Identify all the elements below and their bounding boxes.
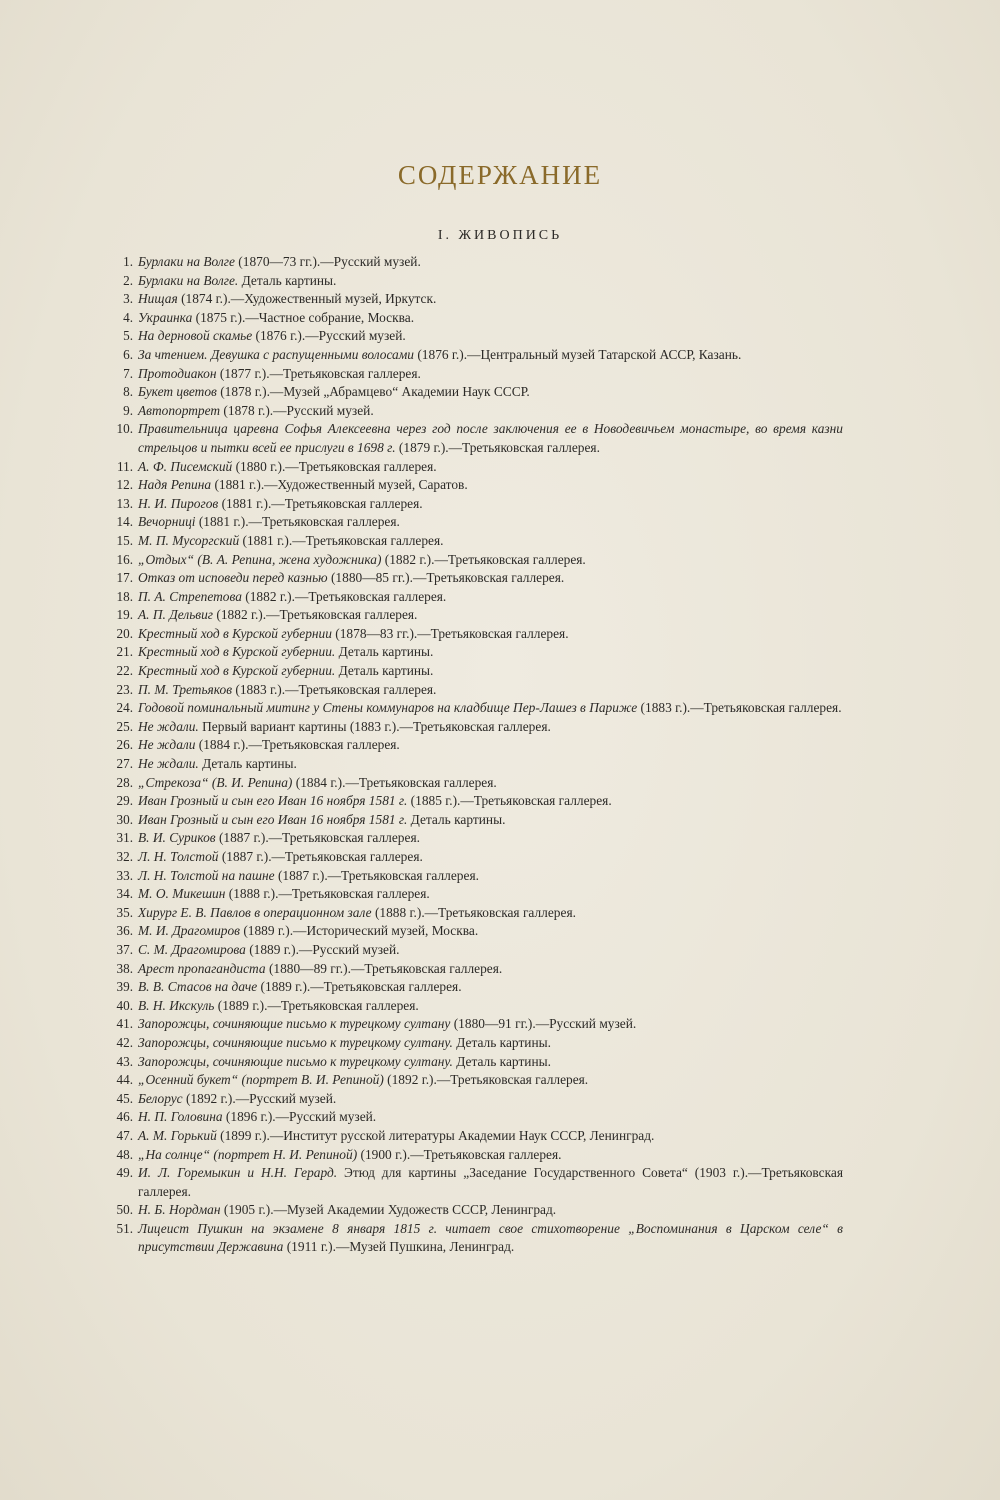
page-title: СОДЕРЖАНИЕ [397, 160, 603, 190]
entry-number: 48. [116, 1146, 133, 1162]
list-item [103, 941, 843, 960]
entry-number: 33. [116, 867, 133, 883]
entry-number: 12. [116, 477, 133, 493]
entry-title: В. Н. Икскуль [138, 997, 215, 1013]
entry-title: А. П. Дельвиг [138, 607, 214, 623]
entry-number: 44. [116, 1072, 133, 1088]
list-item [103, 309, 843, 328]
entry-details: (1887 г.).—Третьяковская галлерея. [274, 867, 479, 883]
entry-number: 47. [116, 1127, 133, 1143]
entry-text [138, 960, 843, 979]
entry-number: 32. [116, 849, 133, 864]
entry-title: На дерновой скамье [138, 328, 253, 344]
entry-number: 38. [116, 960, 133, 976]
entry-number: 16. [116, 551, 133, 567]
list-item [103, 1164, 843, 1201]
entry-title: Иван Грозный и сын его Иван 16 ноября 1581 г. [138, 811, 408, 827]
entry-number: 36. [116, 923, 133, 939]
entry-number: 35. [116, 904, 133, 920]
entry-number: 6. [123, 346, 133, 362]
entry-title: Запорожцы, сочиняющие письмо к турецкому султану [138, 1016, 451, 1032]
list-item [103, 588, 843, 607]
entry-details: (1881 г.).—Художественный музей, Саратов. [211, 477, 468, 493]
list-item [103, 1146, 843, 1165]
entry-title: Бурлаки на Волге [138, 254, 235, 269]
entry-details: (1896 г.).—Русский музей. [222, 1109, 377, 1125]
entry-details: (1870—73 гг.).—Русский музей. [234, 254, 421, 269]
entry-details: (1876 г.).—Центральный музей Татарской АССР, Казань. [414, 346, 742, 362]
entry-text [138, 420, 843, 457]
entry-number: 30. [116, 811, 133, 827]
entry-details: (1878 г.).—Русский музей. [220, 402, 374, 418]
entry-details: (1875 г.).—Частное собрание, Москва. [192, 309, 415, 325]
entry-text [138, 1220, 843, 1257]
entry-number: 10. [116, 421, 133, 437]
list-item [103, 904, 843, 923]
entry-details: (1889 г.).—Русский музей. [245, 941, 400, 957]
entry-number: 27. [116, 756, 133, 772]
entry-details: Деталь картины. [335, 644, 434, 660]
entry-details: (1880 г.).—Третьяковская галлерея. [232, 458, 437, 474]
entry-text [138, 904, 843, 923]
entry-number: 49. [116, 1165, 133, 1181]
entry-number: 1. [123, 254, 133, 269]
entry-text [138, 829, 843, 848]
entry-number: 9. [123, 402, 133, 418]
list-item [103, 829, 843, 848]
entry-title: Лицеист Пушкин на экзамене 8 января 1815 г. читает свое стихотворение „Воспоминания в Царском селе“ в присутствии Державина [138, 1220, 843, 1255]
entry-text [138, 588, 843, 607]
entry-title: Л. Н. Толстой [138, 849, 219, 864]
entry-text [138, 1127, 843, 1146]
entry-text [138, 736, 843, 755]
entry-text [138, 978, 843, 997]
entry-title: В. В. Стасов на даче [138, 979, 258, 995]
entry-title: Запорожцы, сочиняющие письмо к турецкому султану. [138, 1053, 453, 1069]
list-item [103, 476, 843, 495]
list-item [103, 1034, 843, 1053]
entry-details: Деталь картины. [335, 663, 434, 679]
entry-title: В. И. Суриков [138, 830, 216, 846]
entry-text [138, 513, 843, 532]
entry-title: Не ждали [138, 737, 196, 753]
list-item [103, 327, 843, 346]
entry-details: (1883 г.).—Третьяковская галлерея. [637, 700, 842, 716]
entry-title: Правительница царевна Софья Алексеевна через год после заключения ее в Новодевичьем монастыре, во время казни стрельцов и пытки всей ее прислуги в 1698 г. [138, 421, 843, 455]
list-item [103, 885, 843, 904]
list-item [103, 848, 843, 867]
entry-details: (1900 г.).—Третьяковская галлерея. [357, 1146, 562, 1162]
entry-text [138, 941, 843, 960]
entry-text [138, 681, 843, 700]
entry-details: (1877 г.).—Третьяковская галлерея. [216, 365, 421, 381]
list-item [103, 420, 843, 457]
entry-title: Н. П. Головина [138, 1109, 223, 1125]
entry-number: 51. [116, 1220, 133, 1236]
entry-number: 21. [116, 644, 133, 660]
entry-number: 34. [116, 886, 133, 902]
entry-text [138, 383, 843, 402]
entry-number: 20. [116, 625, 133, 641]
entry-title: С. М. Драгомирова [138, 941, 246, 957]
list-item [103, 346, 843, 365]
entry-text [138, 662, 843, 681]
list-item [103, 513, 843, 532]
entry-details: Деталь картины. [407, 811, 506, 827]
list-item [103, 272, 843, 291]
entry-text [138, 458, 843, 477]
list-item [103, 1127, 843, 1146]
entry-title: Нищая [138, 291, 178, 307]
list-item [103, 662, 843, 681]
entry-details: (1892 г.).—Русский музей. [182, 1090, 337, 1106]
list-item [103, 960, 843, 979]
entry-number: 50. [116, 1202, 133, 1218]
entry-text [138, 997, 843, 1016]
entry-text [138, 1034, 843, 1053]
entry-text [138, 532, 843, 551]
entry-title: Крестный ход в Курской губернии. [138, 644, 336, 660]
entry-details: (1889 г.).—Третьяковская галлерея. [257, 979, 462, 995]
entry-details: (1882 г.).—Третьяковская галлерея. [213, 607, 418, 623]
list-item [103, 532, 843, 551]
entry-details: (1880—85 гг.).—Третьяковская галлерея. [327, 570, 565, 586]
entry-details: (1882 г.).—Третьяковская галлерея. [381, 551, 586, 567]
entry-text [138, 867, 843, 886]
entry-number: 23. [116, 681, 133, 697]
entry-text [138, 1053, 843, 1072]
entry-title: А. М. Горький [138, 1127, 217, 1143]
entry-title: И. Л. Горемыкин и Н.Н. Герард. [138, 1165, 338, 1181]
list-item [103, 253, 843, 272]
entry-text [138, 643, 843, 662]
entry-number: 45. [116, 1090, 133, 1106]
list-item [103, 681, 843, 700]
entry-text [138, 811, 843, 830]
entry-title: Н. И. Пирогов [138, 495, 219, 511]
entry-number: 31. [116, 830, 133, 846]
entry-text [138, 1201, 843, 1220]
entry-title: П. А. Стрепетова [138, 588, 242, 604]
entry-title: „Стрекоза“ (В. И. Репина) [138, 774, 293, 790]
list-item [103, 922, 843, 941]
list-item [103, 1108, 843, 1127]
entry-number: 25. [116, 718, 133, 734]
entry-number: 39. [116, 979, 133, 995]
list-item [103, 383, 843, 402]
entry-text [138, 792, 843, 811]
entry-text [138, 327, 843, 346]
list-item [103, 1015, 843, 1034]
entry-text [138, 1164, 843, 1201]
entry-details: (1889 г.).—Исторический музей, Москва. [239, 923, 479, 939]
entry-title: Вечорниці [138, 514, 196, 530]
entry-details: (1888 г.).—Третьяковская галлерея. [225, 886, 430, 902]
entry-number: 4. [123, 309, 133, 325]
entry-title: Белорус [138, 1090, 183, 1106]
entry-number: 29. [116, 793, 133, 809]
entry-number: 18. [116, 588, 133, 604]
entry-details: (1911 г.).—Музей Пушкина, Ленинград. [283, 1239, 515, 1255]
entry-details: (1889 г.).—Третьяковская галлерея. [214, 997, 419, 1013]
entry-details: (1888 г.).—Третьяковская галлерея. [371, 904, 576, 920]
entry-text [138, 272, 843, 291]
list-item [103, 1220, 843, 1257]
list-item [103, 1053, 843, 1072]
entry-title: Отказ от исповеди перед казнью [138, 570, 328, 586]
entry-number: 42. [116, 1034, 133, 1050]
entry-details: Первый вариант картины (1883 г.).—Третьяковская галлерея. [198, 718, 551, 734]
entry-details: (1882 г.).—Третьяковская галлерея. [241, 588, 447, 604]
entry-details: Деталь картины. [452, 1034, 551, 1050]
list-item [103, 1090, 843, 1109]
entry-details: (1885 г.).—Третьяковская галлерея. [407, 793, 612, 809]
entry-title: Автопортрет [138, 402, 221, 418]
entry-details: (1884 г.).—Третьяковская галлерея. [292, 774, 497, 790]
list-item [103, 755, 843, 774]
entry-text [138, 1071, 843, 1090]
entry-title: Протодиакон [138, 365, 217, 381]
entry-text [138, 365, 843, 384]
entry-details: (1887 г.).—Третьяковская галлерея. [218, 849, 423, 864]
entry-title: М. И. Драгомиров [138, 923, 240, 939]
entry-title: Крестный ход в Курской губернии [138, 625, 332, 641]
entry-title: М. П. Мусоргский [138, 532, 240, 548]
entry-details: Этюд для картины „Заседание Государственного Совета“ (1903 г.).—Третьяковская галлерея. [138, 1165, 843, 1199]
entry-text [138, 848, 843, 867]
entry-title: Крестный ход в Курской губернии. [138, 663, 336, 679]
entry-number: 19. [116, 607, 133, 623]
list-item [103, 718, 843, 737]
entry-title: Надя Репина [138, 477, 212, 493]
entry-details: (1879 г.).—Третьяковская галлерея. [395, 439, 600, 455]
entry-title: Хирург Е. В. Павлов в операционном зале [138, 904, 372, 920]
entry-text [138, 346, 843, 365]
list-item [103, 402, 843, 421]
entry-details: (1892 г.).—Третьяковская галлерея. [383, 1072, 589, 1088]
entry-text [138, 606, 843, 625]
list-item [103, 997, 843, 1016]
list-item [103, 290, 843, 309]
entry-number: 22. [116, 663, 133, 679]
entry-details: (1881 г.).—Третьяковская галлерея. [239, 532, 444, 548]
entry-text [138, 1090, 843, 1109]
entry-details: (1880—89 гг.).—Третьяковская галлерея. [265, 960, 503, 976]
list-item [103, 811, 843, 830]
entry-details: (1878—83 гг.).—Третьяковская галлерея. [331, 625, 569, 641]
entry-details: (1881 г.).—Третьяковская галлерея. [195, 514, 400, 530]
entry-text [138, 1015, 843, 1034]
entry-title: А. Ф. Писемский [138, 458, 233, 474]
entry-title: Бурлаки на Волге. [138, 272, 239, 288]
entry-title: Годовой поминальный митинг у Стены коммунаров на кладбище Пер-Лашез в Париже [138, 700, 638, 716]
entry-details: (1899 г.).—Институт русской литературы Академии Наук СССР, Ленинград. [216, 1127, 655, 1143]
entry-text [138, 774, 843, 793]
entry-text [138, 625, 843, 644]
entry-details: (1883 г.).—Третьяковская галлерея. [232, 681, 437, 697]
entry-title: Н. Б. Нордман [138, 1202, 221, 1218]
entry-number: 13. [116, 495, 133, 511]
entry-number: 40. [116, 997, 133, 1013]
list-item [103, 365, 843, 384]
entry-details: (1881 г.).—Третьяковская галлерея. [218, 495, 423, 511]
entry-text [138, 885, 843, 904]
contents-list [103, 253, 843, 1257]
list-item [103, 606, 843, 625]
entry-number: 26. [116, 737, 133, 753]
entry-details: (1874 г.).—Художественный музей, Иркутск. [177, 291, 437, 307]
entry-details: (1880—91 гг.).—Русский музей. [450, 1016, 637, 1032]
list-item [103, 792, 843, 811]
entry-title: Иван Грозный и сын его Иван 16 ноября 1581 г. [138, 793, 408, 809]
list-item [103, 736, 843, 755]
entry-text [138, 755, 843, 774]
entry-text [138, 495, 843, 514]
entry-number: 43. [116, 1053, 133, 1069]
entry-number: 14. [116, 514, 133, 530]
entry-number: 46. [116, 1109, 133, 1125]
entry-title: М. О. Микешин [138, 886, 226, 902]
entry-text [138, 309, 843, 328]
entry-number: 15. [116, 532, 133, 548]
list-item [103, 643, 843, 662]
list-item [103, 569, 843, 588]
entry-text [138, 718, 843, 737]
entry-details: (1905 г.).—Музей Академии Художеств СССР, Ленинград. [220, 1202, 557, 1218]
entry-number: 8. [123, 384, 133, 400]
list-item [103, 867, 843, 886]
entry-title: „Отдых“ (В. А. Репина, жена художника) [138, 551, 382, 567]
entry-details: Деталь картины. [452, 1053, 551, 1069]
entry-text [138, 551, 843, 570]
entry-number: 41. [116, 1016, 133, 1032]
entry-title: Арест пропагандиста [138, 960, 266, 976]
entry-number: 3. [123, 291, 133, 307]
list-item [103, 1201, 843, 1220]
entry-details: (1878 г.).—Музей „Абрамцево“ Академии Наук СССР. [216, 384, 530, 400]
list-item [103, 625, 843, 644]
entry-text [138, 569, 843, 588]
entry-title: „На солнце“ (портрет Н. И. Репиной) [138, 1146, 358, 1162]
entry-title: Не ждали. [138, 756, 199, 772]
entry-title: Запорожцы, сочиняющие письмо к турецкому султану. [138, 1034, 453, 1050]
entry-title: П. М. Третьяков [138, 681, 233, 697]
entry-details: (1876 г.).—Русский музей. [252, 328, 406, 344]
list-item [103, 699, 843, 718]
entry-text [138, 476, 843, 495]
entry-title: Букет цветов [138, 384, 217, 400]
entry-details: (1884 г.).—Третьяковская галлерея. [195, 737, 400, 753]
entry-number: 2. [123, 272, 133, 288]
entry-text [138, 699, 843, 718]
list-item [103, 978, 843, 997]
entry-text [138, 290, 843, 309]
list-item [103, 1071, 843, 1090]
list-item [103, 774, 843, 793]
entry-number: 28. [116, 774, 133, 790]
entry-text [138, 402, 843, 421]
entry-text [138, 922, 843, 941]
list-item [103, 495, 843, 514]
entry-number: 37. [116, 941, 133, 957]
entry-text [138, 253, 843, 272]
entry-number: 11. [117, 458, 133, 474]
entry-title: Украинка [138, 309, 193, 325]
entry-title: За чтением. Девушка с распущенными волосами [138, 346, 414, 362]
list-item [103, 458, 843, 477]
entry-title: Л. Н. Толстой на пашне [138, 867, 275, 883]
section-heading: I. ЖИВОПИСЬ [437, 228, 563, 243]
entry-title: Не ждали. [138, 718, 199, 734]
list-item [103, 551, 843, 570]
entry-number: 17. [116, 570, 133, 586]
entry-number: 24. [116, 700, 133, 716]
entry-text [138, 1146, 843, 1165]
entry-number: 5. [123, 328, 133, 344]
entry-title: „Осенний букет“ (портрет В. И. Репиной) [138, 1072, 384, 1088]
entry-text [138, 1108, 843, 1127]
entry-number: 7. [123, 365, 133, 381]
entry-details: Деталь картины. [238, 272, 337, 288]
entry-details: (1887 г.).—Третьяковская галлерея. [215, 830, 420, 846]
entry-details: Деталь картины. [198, 756, 297, 772]
